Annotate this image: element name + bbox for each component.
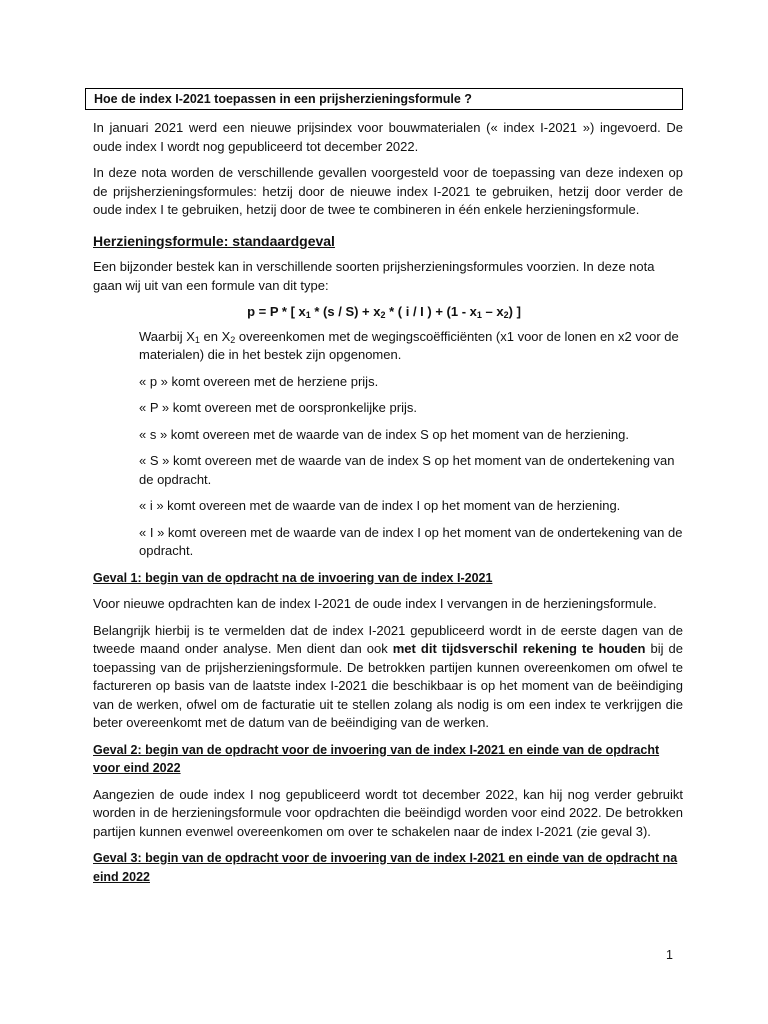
definition-I: « I » komt overeen met de waarde van de index I op het moment van de ondertekening van de opdracht.	[139, 524, 683, 558]
intro-paragraph-1: In januari 2021 werd een nieuwe prijsindex voor bouwmaterialen (« index I-2021 ») ingevoerd. De oude index I wordt nog gepubliceerd tot december 2022.	[93, 120, 683, 154]
geval-2-paragraph: Aangezien de oude index I nog gepubliceerd wordt tot december 2022, kan hij nog verder gebruikt worden in de herzieningsformule voor opdrachten die beëindigd worden voor eind 2022. De betrokken partijen kunnen evenwel overeenkomen om over te schakelen naar de index I-2021 (zie geval 3).	[93, 786, 683, 839]
geval-2-heading: Geval 2: begin van de opdracht voor de invoering van de index I-2021 en einde van de opdracht voor eind 2022	[93, 742, 660, 775]
intro-paragraph-2: In deze nota worden de verschillende gevallen voorgesteld voor de toepassing van deze indexen op de prijsherzieningsformules: hetzij door de nieuwe index I-2021 te gebruiken, hetzij door verder de oude index I te gebruiken, hetzij door de twee te combineren in één enkele herzieningsformule.	[93, 165, 683, 217]
section-intro: Een bijzonder bestek kan in verschillende soorten prijsherzieningsformules voorzien. In deze nota gaan wij uit van een formule van dit type:	[93, 259, 655, 293]
page-number: 1	[666, 948, 673, 962]
geval-1-heading: Geval 1: begin van de opdracht na de invoering van de index I-2021	[93, 570, 493, 585]
definition-s: « s » komt overeen met de waarde van de index S op het moment van de herziening.	[139, 426, 629, 442]
section-heading: Herzieningsformule: standaardgeval	[93, 232, 335, 249]
definition-S: « S » komt overeen met de waarde van de index S op het moment van de ondertekening van de opdracht.	[139, 453, 675, 487]
document-title: Hoe de index I-2021 toepassen in een prijsherzieningsformule ?	[85, 88, 683, 110]
definition-P: « P » komt overeen met de oorspronkelijke prijs.	[139, 400, 417, 415]
document-page	[85, 88, 683, 894]
geval-3-heading: Geval 3: begin van de opdracht voor de invoering van de index I-2021 en einde van de opdracht na eind 2022	[93, 851, 678, 884]
emphasis-time-difference: met dit tijdsverschil rekening te houden	[392, 641, 646, 656]
revision-formula: p = P * [ $x_1 * (s / S) + x_2$ * ( i / I ) + $(1 - x_1 - x_2)$ ]	[247, 304, 521, 320]
definition-i: « i » komt overeen met de waarde van de index I op het moment van de herziening.	[139, 498, 621, 513]
definition-p: « p » komt overeen met de herziene prijs.	[139, 373, 379, 389]
geval-1-paragraph-2: Belangrijk hierbij is te vermelden dat de index I-2021 gepubliceerd wordt in de eerste dagen van de tweede maand onder analyse. Men dient dan ook met dit tijdsverschil rekening te houden bij de toepassing van de prijsherzieningsformule. De betrokken partijen kunnen overeenkomen om ofwel te factureren op basis van de laatste index I-2021 die beschikbaar is op het moment van de beëindiging van de werken, ofwel om de facturatie uit te stellen zolang als nodig is om een index te verkrijgen die beter overeenkomt met de datum van de beëindiging van de werken.	[93, 622, 683, 730]
geval-1-paragraph-1: Voor nieuwe opdrachten kan de index I-2021 de oude index I vervangen in de herzieningsformule.	[93, 596, 657, 611]
waarbij-paragraph: Waarbij $X_1$ en $X_2$ overeenkomen met de wegingscoëfficiënten (x1 voor de lonen en x2 voor de materialen) die in het bestek zijn opgenomen.	[139, 328, 679, 362]
